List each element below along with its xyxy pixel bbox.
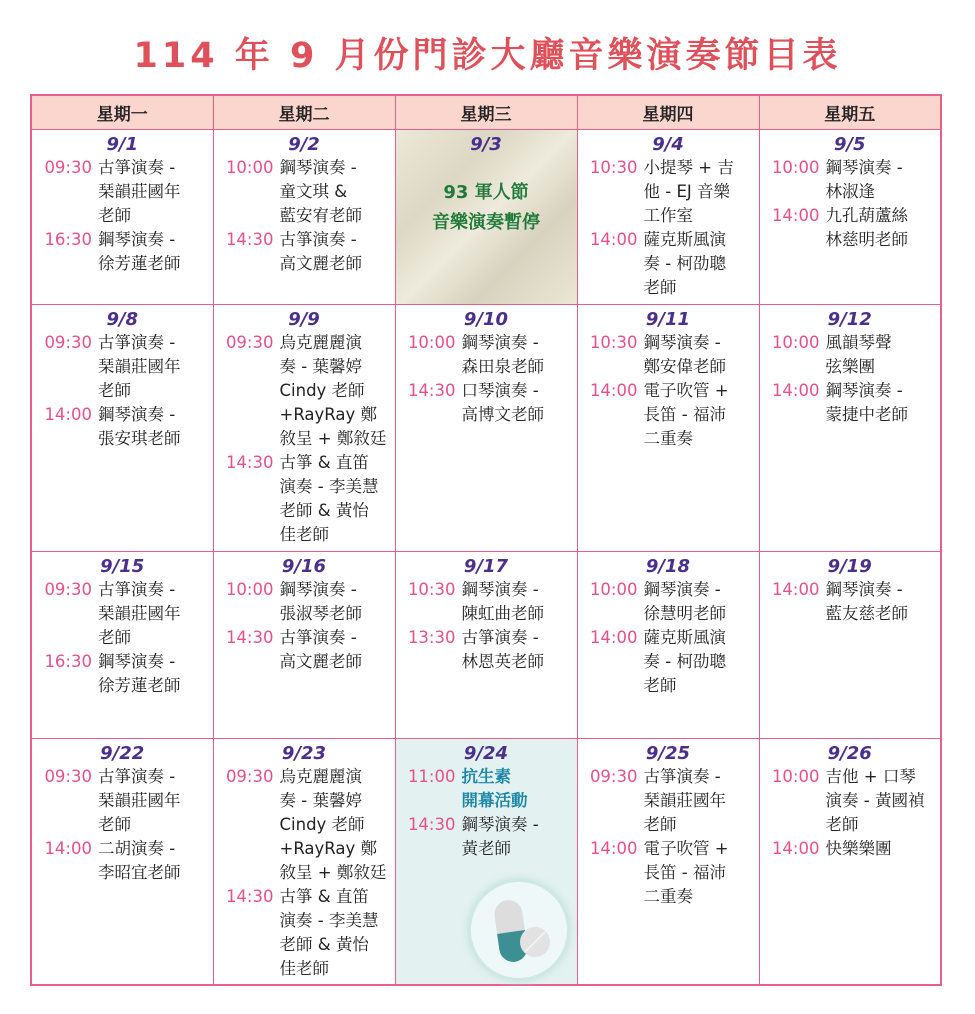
description-line: 鄭安偉老師 [643, 357, 726, 376]
description-line: 鋼琴演奏 - [98, 405, 176, 424]
weekday-header-row [31, 95, 941, 130]
performance-time: 09:30 [44, 158, 92, 177]
performance-time: 16:30 [44, 652, 92, 671]
performance-description [98, 331, 181, 403]
description-line: 鋼琴演奏 - [643, 580, 721, 599]
poster-title: 114 年 9 月份門診大廳音樂演奏節目表 [133, 36, 842, 76]
performance-time: 10:30 [589, 333, 638, 352]
day-cell [395, 552, 577, 739]
day-cell [213, 739, 395, 986]
description-line: Cindy 老師 [279, 815, 365, 834]
performance-time: 14:00 [44, 405, 92, 424]
description-line: 演奏 - 黃國禎 [825, 791, 925, 810]
description-line: 琹韻莊國年 [98, 604, 181, 623]
performance-time: 10:00 [589, 580, 638, 599]
description-line: 快樂樂團 [825, 839, 892, 858]
description-line: 琹韻莊國年 [98, 182, 181, 201]
performance-description [98, 156, 181, 228]
description-line: 鋼琴演奏 - [643, 333, 721, 352]
performance-time: 14:30 [407, 381, 456, 400]
description-line: +RayRay 鄭 [279, 405, 378, 424]
performance-item [582, 626, 755, 698]
description-line: 薩克斯風演 [643, 628, 726, 647]
performance-item [36, 578, 209, 650]
performance-item [764, 837, 937, 861]
description-line: 鋼琴演奏 - [825, 580, 903, 599]
performance-description [644, 837, 729, 909]
weekday-header: 星期一 [31, 95, 213, 130]
performance-description [280, 765, 387, 885]
description-line: 烏克麗麗演 [279, 333, 362, 352]
performance-item [218, 578, 391, 626]
day-date: 9/24 [463, 743, 509, 764]
day-cell [759, 130, 941, 305]
description-line: 鋼琴演奏 - [461, 815, 539, 834]
performance-time: 09:30 [589, 767, 638, 786]
performance-description [826, 765, 925, 837]
performance-time: 14:30 [225, 230, 274, 249]
day-cell [31, 739, 213, 986]
performance-description [826, 156, 903, 204]
description-line: 佳老師 [279, 525, 329, 544]
performance-description [826, 204, 909, 252]
description-line: 奏 - 柯劭聰 [643, 652, 726, 671]
performance-item [218, 331, 391, 451]
weekday-header: 星期五 [759, 95, 941, 130]
description-line: 琹韻莊國年 [98, 357, 181, 376]
performance-time: 10:00 [225, 158, 274, 177]
description-line: 琹韻莊國年 [643, 791, 726, 810]
description-line: 二重奏 [643, 887, 693, 906]
performance-item [582, 765, 755, 837]
day-date: 9/16 [281, 556, 327, 577]
description-line: 高博文老師 [461, 405, 544, 424]
performance-description [462, 578, 545, 626]
day-date: 9/23 [281, 743, 327, 764]
performance-item [36, 228, 209, 276]
performance-item [36, 156, 209, 228]
description-line: 老師 [98, 206, 131, 225]
performance-time: 10:00 [771, 158, 820, 177]
day-cell [31, 305, 213, 552]
performance-item [218, 765, 391, 885]
description-line: 森田泉老師 [461, 357, 544, 376]
performance-item [36, 765, 209, 837]
performance-item [764, 578, 937, 626]
description-line: 林慈明老師 [825, 230, 908, 249]
description-line: 鋼琴演奏 - [279, 158, 357, 177]
performance-item [582, 156, 755, 228]
performance-time: 09:30 [44, 767, 92, 786]
day-cell [759, 552, 941, 739]
description-line: 演奏 - 李美慧 [279, 477, 379, 496]
day-cell [31, 552, 213, 739]
performance-item [764, 204, 937, 252]
description-line: 小提琴 + 吉 [643, 158, 734, 177]
description-line: 古箏演奏 - [98, 158, 176, 177]
description-line: 奏 - 葉馨婷 [279, 357, 362, 376]
performance-description [462, 765, 528, 813]
day-date: 9/22 [100, 743, 145, 764]
week-row [31, 552, 941, 739]
performance-time: 14:00 [771, 839, 820, 858]
performance-item [36, 331, 209, 403]
description-line: 吉他 + 口琴 [825, 767, 916, 786]
day-cell [577, 130, 759, 305]
day-date: 9/19 [827, 556, 872, 577]
performance-description [280, 451, 379, 547]
performance-item [764, 765, 937, 837]
day-date: 9/15 [100, 556, 145, 577]
description-line: 敘呈 + 鄭敘廷 [279, 429, 387, 448]
performance-time: 14:00 [771, 580, 820, 599]
performance-time: 10:00 [225, 580, 274, 599]
day-cell [395, 305, 577, 552]
performance-description [280, 331, 387, 451]
description-line: 林恩英老師 [461, 652, 544, 671]
weekday-header: 星期三 [395, 95, 577, 130]
week-row [31, 305, 941, 552]
description-line: 奏 - 柯劭聰 [643, 254, 726, 273]
performance-item [400, 379, 573, 427]
performance-time: 09:30 [44, 580, 92, 599]
performance-item [218, 451, 391, 547]
description-line: 長笛 - 福沛 [643, 863, 726, 882]
performance-time: 10:00 [771, 767, 820, 786]
day-date: 9/18 [645, 556, 691, 577]
description-line: 佳老師 [279, 959, 329, 978]
performance-description [462, 813, 539, 861]
performance-item [218, 228, 391, 276]
description-line: 徐芳蓮老師 [98, 676, 181, 695]
description-line: 敘呈 + 鄭敘廷 [279, 863, 387, 882]
performance-description [462, 379, 545, 427]
day-date: 9/9 [288, 309, 320, 330]
day-cell [577, 552, 759, 739]
day-date: 9/26 [827, 743, 872, 764]
description-line: 奏 - 葉馨婷 [279, 791, 362, 810]
description-line: 抗生素 [461, 767, 511, 786]
performance-description [644, 228, 727, 300]
performance-time: 14:00 [771, 206, 820, 225]
performance-item [218, 885, 391, 981]
performance-description [98, 578, 181, 650]
description-line: 鋼琴演奏 - [279, 580, 357, 599]
capsule-pill-icon [468, 879, 570, 981]
description-line: 口琴演奏 - [461, 381, 539, 400]
performance-time: 10:30 [407, 580, 456, 599]
performance-description [280, 578, 363, 626]
week-row [31, 739, 941, 986]
schedule-table [30, 94, 942, 986]
description-line: 琹韻莊國年 [98, 791, 181, 810]
weekday-header: 星期二 [213, 95, 395, 130]
description-line: 高文麗老師 [279, 254, 362, 273]
performance-description [98, 837, 181, 885]
performance-description [98, 650, 181, 698]
performance-item [400, 765, 573, 813]
performance-item [218, 626, 391, 674]
day-date: 9/17 [463, 556, 509, 577]
performance-time: 14:30 [225, 453, 274, 472]
description-line: 古箏演奏 - [98, 767, 176, 786]
performance-time: 14:30 [225, 628, 274, 647]
description-line: 古箏演奏 - [279, 230, 357, 249]
description-line: 老師 [98, 381, 131, 400]
performance-description [98, 228, 181, 276]
performance-item [400, 578, 573, 626]
description-line: 古箏演奏 - [98, 333, 176, 352]
performance-description [280, 156, 363, 228]
performance-description [826, 837, 892, 861]
description-line: 二胡演奏 - [98, 839, 176, 858]
performance-item [36, 837, 209, 885]
description-line: 古箏演奏 - [279, 628, 357, 647]
day-cell [577, 739, 759, 986]
day-cell [395, 130, 577, 305]
performance-time: 14:00 [589, 839, 638, 858]
performance-description [462, 331, 545, 379]
description-line: 老師 [98, 815, 131, 834]
description-line: 李昭宜老師 [98, 863, 181, 882]
performance-description [826, 379, 909, 427]
description-line: 老師 [643, 278, 677, 297]
performance-time: 14:00 [589, 230, 638, 249]
performance-item [764, 379, 937, 427]
description-line: 鋼琴演奏 - [825, 381, 903, 400]
performance-description [98, 403, 181, 451]
performance-item [400, 331, 573, 379]
performance-item [764, 331, 937, 379]
description-line: 古箏 & 直笛 [279, 887, 369, 906]
description-line: 烏克麗麗演 [279, 767, 362, 786]
performance-time: 10:00 [407, 333, 456, 352]
day-date: 9/1 [106, 134, 139, 155]
performance-description [644, 156, 734, 228]
description-line: 鋼琴演奏 - [461, 580, 539, 599]
performance-time: 14:00 [589, 381, 638, 400]
week-row [31, 130, 941, 305]
day-cell [577, 305, 759, 552]
day-cell [759, 739, 941, 986]
description-line: 張安琪老師 [98, 429, 181, 448]
description-line: 鋼琴演奏 - [98, 230, 176, 249]
performance-item [582, 331, 755, 379]
day-date: 9/25 [645, 743, 691, 764]
description-line: 演奏 - 李美慧 [279, 911, 379, 930]
description-line: 藍安宥老師 [279, 206, 362, 225]
description-line: 蒙捷中老師 [825, 405, 908, 424]
performance-description [826, 331, 892, 379]
performance-description [644, 379, 729, 451]
day-date: 9/8 [106, 309, 139, 330]
description-line: 徐慧明老師 [643, 604, 726, 623]
performance-description [826, 578, 909, 626]
description-line: 老師 & 黃怡 [279, 935, 369, 954]
day-date: 9/5 [833, 134, 866, 155]
description-line: 二重奏 [643, 429, 693, 448]
day-date: 9/3 [470, 134, 502, 155]
description-line: 古箏演奏 - [98, 580, 176, 599]
day-cell [213, 130, 395, 305]
performance-description [462, 626, 545, 674]
weekday-header: 星期四 [577, 95, 759, 130]
day-date: 9/4 [652, 134, 684, 155]
day-date: 9/10 [463, 309, 509, 330]
description-line: 童文琪 & [279, 182, 348, 201]
performance-description [644, 578, 727, 626]
performance-item [582, 379, 755, 451]
description-line: 林淑逢 [825, 182, 875, 201]
day-cell [759, 305, 941, 552]
performance-item [36, 650, 209, 698]
description-line: 鋼琴演奏 - [461, 333, 539, 352]
performance-time: 09:30 [225, 333, 274, 352]
notice-line: 93 軍人節 [443, 182, 529, 203]
description-line: 老師 [643, 676, 677, 695]
description-line: 古箏 & 直笛 [279, 453, 369, 472]
performance-description [644, 626, 727, 698]
description-line: 徐芳蓮老師 [98, 254, 181, 273]
performance-time: 10:00 [771, 333, 820, 352]
description-line: 老師 [643, 815, 677, 834]
performance-time: 14:00 [771, 381, 820, 400]
description-line: 藍友慈老師 [825, 604, 908, 623]
description-line: 高文麗老師 [279, 652, 362, 671]
performance-item [764, 156, 937, 204]
day-cell [395, 739, 577, 986]
day-date: 9/2 [288, 134, 320, 155]
description-line: 工作室 [643, 206, 693, 225]
performance-time: 09:30 [44, 333, 92, 352]
performance-description [98, 765, 181, 837]
performance-time: 14:30 [225, 887, 274, 906]
description-line: 古箏演奏 - [461, 628, 539, 647]
description-line: 黃老師 [461, 839, 511, 858]
performance-item [36, 403, 209, 451]
description-line: 九孔葫蘆絲 [825, 206, 908, 225]
performance-time: 11:00 [407, 767, 456, 786]
description-line: 老師 & 黃怡 [279, 501, 369, 520]
description-line: 老師 [825, 815, 859, 834]
day-cell [31, 130, 213, 305]
performance-item [218, 156, 391, 228]
description-line: 張淑琴老師 [279, 604, 362, 623]
performance-item [582, 837, 755, 909]
performance-time: 16:30 [44, 230, 92, 249]
description-line: 弦樂團 [825, 357, 875, 376]
performance-time: 14:30 [407, 815, 456, 834]
description-line: 鋼琴演奏 - [98, 652, 176, 671]
description-line: 開幕活動 [461, 791, 528, 810]
performance-description [280, 626, 363, 674]
description-line: 電子吹管 + [643, 839, 729, 858]
performance-time: 10:30 [589, 158, 638, 177]
description-line: 薩克斯風演 [643, 230, 726, 249]
day-cell [213, 305, 395, 552]
performance-item [582, 578, 755, 626]
description-line: 他 - EJ 音樂 [643, 182, 730, 201]
performance-description [644, 765, 727, 837]
description-line: 風韻琴聲 [825, 333, 892, 352]
description-line: 古箏演奏 - [643, 767, 721, 786]
performance-item [400, 626, 573, 674]
suspension-notice [400, 178, 573, 238]
performance-description [280, 885, 379, 981]
description-line: 陳虹曲老師 [461, 604, 544, 623]
performance-item [582, 228, 755, 300]
performance-item [400, 813, 573, 861]
description-line: +RayRay 鄭 [279, 839, 378, 858]
description-line: 鋼琴演奏 - [825, 158, 903, 177]
performance-time: 13:30 [407, 628, 456, 647]
performance-time: 14:00 [44, 839, 92, 858]
description-line: 老師 [98, 628, 131, 647]
performance-time: 09:30 [225, 767, 274, 786]
description-line: 長笛 - 福沛 [643, 405, 726, 424]
notice-line: 音樂演奏暫停 [432, 212, 540, 233]
description-line: Cindy 老師 [279, 381, 365, 400]
day-date: 9/11 [645, 309, 691, 330]
performance-description [280, 228, 363, 276]
performance-time: 14:00 [589, 628, 638, 647]
description-line: 電子吹管 + [643, 381, 729, 400]
day-cell [213, 552, 395, 739]
performance-description [644, 331, 727, 379]
day-date: 9/12 [827, 309, 872, 330]
